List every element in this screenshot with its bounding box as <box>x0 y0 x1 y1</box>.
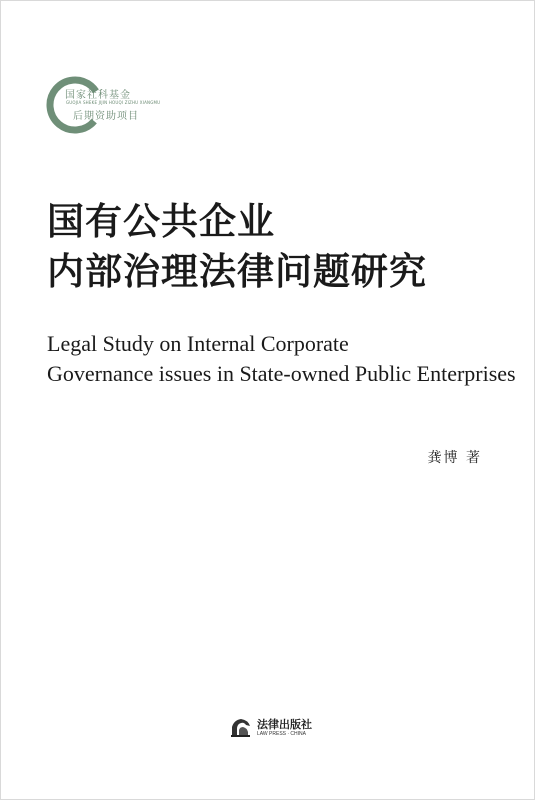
chinese-title-line-1: 国有公共企业 <box>47 200 275 243</box>
publisher-name-en: LAW PRESS · CHINA <box>257 731 306 737</box>
badge-ring-icon <box>45 75 105 135</box>
publisher-name: 法律出版社 <box>257 718 312 731</box>
chinese-title <box>47 197 427 297</box>
publisher-logo <box>229 715 329 741</box>
author-name: 龚博 著 <box>427 450 482 466</box>
chinese-title-line-2: 内部治理法律问题研究 <box>47 250 427 293</box>
badge-text-bottom: 后期资助项目 <box>73 111 139 122</box>
dragon-emblem-icon <box>229 715 253 739</box>
english-title-line-1: Legal Study on Internal Corporate <box>47 331 349 356</box>
badge-text-top: 国家社科基金 <box>65 90 131 101</box>
english-title-line-2: Governance issues in State-owned Public Enterprises <box>47 361 516 386</box>
funding-badge <box>45 75 165 135</box>
english-title <box>47 329 516 389</box>
badge-pinyin: GUOJIA SHEKE JIJIN HOUQI ZIZHU XIANGMU <box>66 100 161 105</box>
